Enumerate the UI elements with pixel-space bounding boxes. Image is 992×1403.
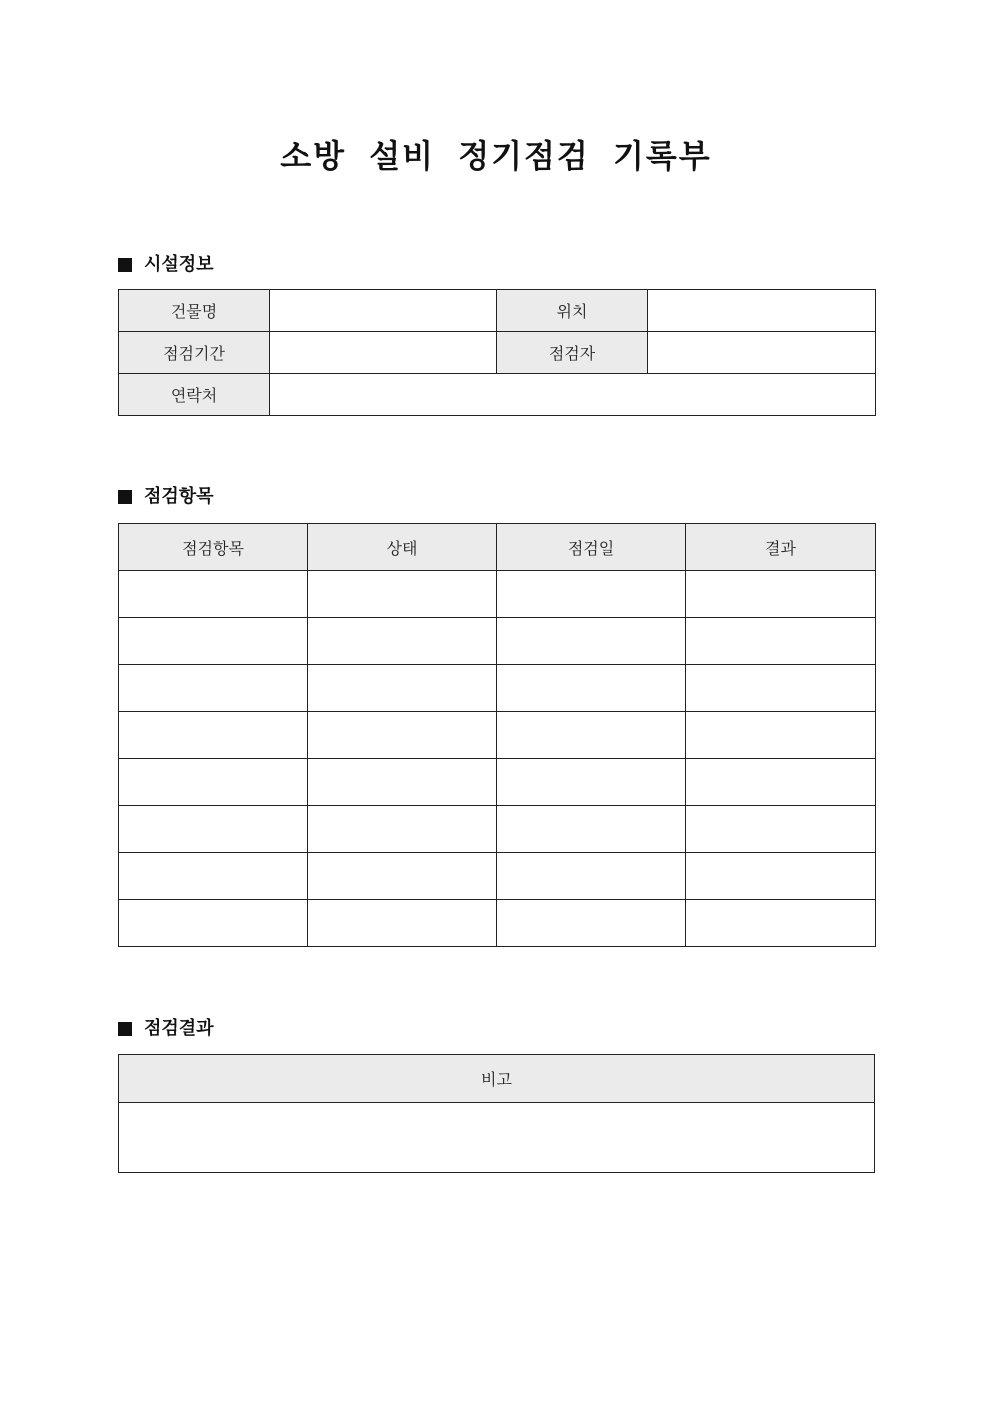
location-field[interactable] [648,290,876,332]
column-header-date: 점검일 [497,524,686,571]
date-cell[interactable] [497,900,686,947]
square-bullet-icon [118,258,132,272]
table-row [119,806,876,853]
status-cell[interactable] [308,806,497,853]
result-cell[interactable] [686,806,876,853]
section-heading-text: 시설정보 [144,254,214,275]
result-cell[interactable] [686,618,876,665]
table-row [119,665,876,712]
table-row [119,853,876,900]
item-cell[interactable] [119,900,308,947]
status-cell[interactable] [308,618,497,665]
status-cell[interactable] [308,900,497,947]
date-cell[interactable] [497,806,686,853]
status-cell[interactable] [308,712,497,759]
status-cell[interactable] [308,665,497,712]
contact-field[interactable] [270,374,876,416]
date-cell[interactable] [497,853,686,900]
inspection-period-field[interactable] [270,332,497,374]
item-cell[interactable] [119,665,308,712]
inspector-label: 점검자 [497,332,648,374]
inspection-result-table [118,1054,875,1173]
item-cell[interactable] [119,618,308,665]
item-cell[interactable] [119,853,308,900]
result-cell[interactable] [686,571,876,618]
result-cell[interactable] [686,853,876,900]
section-heading-result [118,1017,214,1041]
table-row [119,374,876,416]
section-heading-text: 점검결과 [144,1018,214,1039]
building-name-label: 건물명 [119,290,270,332]
date-cell[interactable] [497,571,686,618]
status-cell[interactable] [308,759,497,806]
contact-label: 연락처 [119,374,270,416]
column-header-status: 상태 [308,524,497,571]
inspection-items-table [118,523,876,947]
status-cell[interactable] [308,571,497,618]
status-cell[interactable] [308,853,497,900]
section-heading-items [118,485,214,509]
item-cell[interactable] [119,712,308,759]
item-cell[interactable] [119,759,308,806]
table-row [119,332,876,374]
date-cell[interactable] [497,665,686,712]
page-title: 소방 설비 정기점검 기록부 [280,137,712,175]
section-heading-text: 점검항목 [144,486,214,507]
table-row [119,759,876,806]
table-row [119,618,876,665]
table-header-row [119,524,876,571]
square-bullet-icon [118,1022,132,1036]
result-cell[interactable] [686,665,876,712]
building-name-field[interactable] [270,290,497,332]
table-row [119,571,876,618]
date-cell[interactable] [497,712,686,759]
remarks-header: 비고 [119,1055,875,1103]
inspection-period-label: 점검기간 [119,332,270,374]
column-header-item: 점검항목 [119,524,308,571]
column-header-result: 결과 [686,524,876,571]
location-label: 위치 [497,290,648,332]
square-bullet-icon [118,490,132,504]
table-row [119,900,876,947]
table-row [119,1103,875,1173]
table-row [119,290,876,332]
result-cell[interactable] [686,900,876,947]
date-cell[interactable] [497,759,686,806]
section-heading-facility [118,253,214,277]
remarks-field[interactable] [119,1103,875,1173]
date-cell[interactable] [497,618,686,665]
result-cell[interactable] [686,759,876,806]
table-header-row [119,1055,875,1103]
result-cell[interactable] [686,712,876,759]
table-row [119,712,876,759]
item-cell[interactable] [119,806,308,853]
facility-info-table [118,289,876,416]
inspector-field[interactable] [648,332,876,374]
item-cell[interactable] [119,571,308,618]
